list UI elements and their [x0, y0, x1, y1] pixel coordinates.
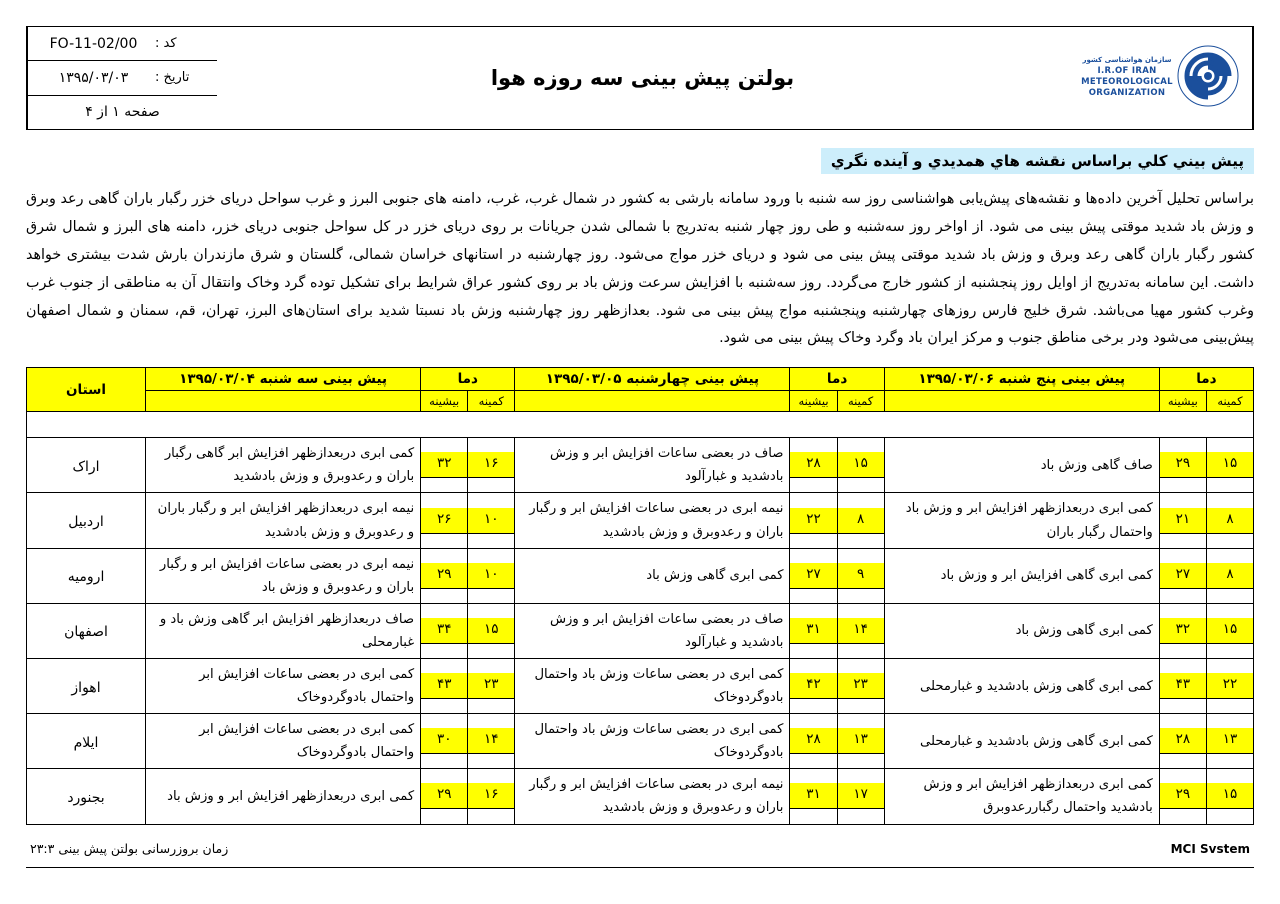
page-title: بولتن پیش بینی سه روزه هوا: [490, 66, 795, 90]
temp-max-value: ۳۲: [421, 452, 467, 478]
temp-max-value: ۲۷: [790, 563, 836, 589]
header-temp-day1: دما: [421, 368, 515, 391]
forecast-description: کمی ابری در بعضی ساعات وزش باد واحتمال بادوگردوخاک: [515, 714, 790, 769]
temp-min-cell: [468, 603, 515, 658]
temp-max-value: ۳۴: [421, 618, 467, 644]
header-meta: [27, 27, 217, 129]
document-footer: [26, 841, 1254, 868]
footer-system-label: MCI Svstem: [1170, 841, 1250, 856]
table-header-row-1: [27, 368, 1254, 391]
header-min-day3: کمینه: [1206, 391, 1253, 412]
forecast-table-body: [27, 412, 1254, 824]
table-spacer-row: [27, 412, 1254, 438]
province-name: اصفهان: [27, 603, 146, 658]
temp-max-cell: [790, 493, 837, 548]
temp-max-cell: [1159, 769, 1206, 824]
temp-max-cell: [421, 659, 468, 714]
temp-max-cell: [1159, 659, 1206, 714]
temp-min-value: ۲۳: [838, 673, 884, 699]
temp-max-cell: [790, 714, 837, 769]
forecast-description: کمی ابری دربعدازظهر افزایش ابر و وزش باد واحتمال رگبار باران: [884, 493, 1159, 548]
temp-min-cell: [837, 714, 884, 769]
temp-max-cell: [421, 603, 468, 658]
forecast-table-head: [27, 368, 1254, 412]
temp-max-cell: [421, 714, 468, 769]
forecast-description: نیمه ابری در بعضی ساعات افزایش ابر و رگبار باران و رعدوبرق و وزش بادشدید: [515, 769, 790, 824]
temp-min-cell: [468, 659, 515, 714]
table-header-row-2: [27, 391, 1254, 412]
temp-max-value: ۲۷: [1160, 563, 1206, 589]
doc-code-label: کد :: [155, 36, 177, 52]
forecast-summary-paragraph: براساس تحلیل آخرین داده‌ها و نقشه‌های پیش‌یابی هواشناسی روز سه شنبه با ورود سامانه بارشی به کشور در شمال غرب، غرب، دامنه های جنوبی البرز و غرب سواحل دریای خزر رگبار باران گاهی رعد وبرق و وزش باد شدید موقتی پیش بینی می شود. از اواخر روز سه‌شنبه و طی روز چهار شنبه به‌تدریج با شمالی شدن جریانات بر روی دریای خزر در کل سواحل جنوبی دریای خزر، دامنه های البرز و شمال شرق کشور رگبار باران گاهی رعد وبرق و وزش باد شدید موقتی پیش بینی می شود و دریای خزر مواج می‌شود. روز چهارشنبه در استانهای خراسان شمالی، گلستان و شرق مازندران بارش شدت بیشتری خواهد داشت. این سامانه به‌تدریج از اوایل روز پنجشنبه از کشور خارج می‌گردد. روز سه‌شنبه با افزایش سرعت وزش باد بر روی کشور عراق شرایط برای تشکیل توده گرد وخاک وانتقال آن به مناطقی از جنوب غرب وغرب کشور مهیا می‌باشد. شرق خلیج فارس روزهای چهارشنبه وپنجشنبه مواج پیش بینی می شود. بعدازظهر روز چهارشنبه وزش باد نسبتا شدید برای استان‌های البرز، تهران، قم، سمنان و شمال اصفهان پیش‌بینی می‌شود ودر برخی مناطق جنوب و مرکز ایران باد وگرد وخاک پیش بینی می شود.: [26, 191, 1254, 347]
temp-max-value: ۲۹: [1160, 783, 1206, 809]
header-temp-day2: دما: [790, 368, 884, 391]
temp-max-cell: [421, 769, 468, 824]
logo-line1: I.R.OF IRAN: [1097, 65, 1157, 76]
temp-max-value: ۴۲: [790, 673, 836, 699]
logo-line2: METEOROLOGICAL: [1081, 76, 1173, 87]
temp-max-cell: [421, 548, 468, 603]
temp-max-value: ۲۸: [790, 452, 836, 478]
temp-max-cell: [1159, 603, 1206, 658]
forecast-description: صاف در بعضی ساعات افزایش ابر و وزش بادشدید و غبارآلود: [515, 438, 790, 493]
temp-max-value: ۲۲: [790, 508, 836, 534]
forecast-description: کمی ابری دربعدازظهر افزایش ابر و وزش بادشدید واحتمال رگباررعدوبرق: [884, 769, 1159, 824]
temp-min-value: ۱۵: [468, 618, 514, 644]
forecast-description: کمی ابری گاهی وزش باد: [515, 548, 790, 603]
temp-min-value: ۱۴: [838, 618, 884, 644]
doc-date-value: ۱۳۹۵/۰۳/۰۳: [58, 69, 129, 86]
table-row: [27, 493, 1254, 548]
temp-min-cell: [468, 438, 515, 493]
temp-max-value: ۲۹: [421, 783, 467, 809]
forecast-description: کمی ابری در بعضی ساعات افزایش ابر واحتمال بادوگردوخاک: [146, 659, 421, 714]
forecast-description: کمی ابری دربعدازظهر افزایش ابر و وزش باد: [146, 769, 421, 824]
temp-min-cell: [837, 493, 884, 548]
temp-max-value: ۳۲: [1160, 618, 1206, 644]
section-title: پيش بيني كلي براساس نقشه هاي همديدي و آينده نگري: [821, 148, 1254, 174]
footer-update-time: زمان بروزرسانی بولتن پیش بینی ۲۳:۳: [30, 841, 229, 856]
temp-max-value: ۲۸: [1160, 728, 1206, 754]
province-name: اراک: [27, 438, 146, 493]
organization-logo: [1068, 27, 1253, 129]
temp-min-value: ۱۷: [838, 783, 884, 809]
header-max-day2: بیشینه: [790, 391, 837, 412]
forecast-description: کمی ابری گاهی وزش بادشدید و غبارمحلی: [884, 714, 1159, 769]
section-title-wrap: [26, 148, 1254, 174]
temp-min-value: ۸: [838, 508, 884, 534]
temp-min-cell: [837, 548, 884, 603]
footer-divider: [26, 867, 1254, 868]
temp-max-value: ۴۳: [1160, 673, 1206, 699]
temp-min-value: ۸: [1207, 508, 1253, 534]
temp-min-cell: [1206, 603, 1253, 658]
temp-max-cell: [790, 603, 837, 658]
temp-min-value: ۱۳: [1207, 728, 1253, 754]
province-name: اردبیل: [27, 493, 146, 548]
temp-min-value: ۸: [1207, 563, 1253, 589]
temp-min-value: ۱۶: [468, 783, 514, 809]
temp-max-cell: [1159, 438, 1206, 493]
temp-min-cell: [468, 548, 515, 603]
header-day2: پیش بینی چهارشنبه ۱۳۹۵/۰۳/۰۵: [515, 368, 790, 391]
temp-max-cell: [790, 769, 837, 824]
province-name: ایلام: [27, 714, 146, 769]
table-row: [27, 714, 1254, 769]
header-day3: پیش بینی پنج شنبه ۱۳۹۵/۰۳/۰۶: [884, 368, 1159, 391]
province-name: بجنورد: [27, 769, 146, 824]
temp-max-cell: [1159, 548, 1206, 603]
logo-box: [1078, 35, 1243, 121]
temp-max-cell: [790, 438, 837, 493]
doc-date-row: [28, 61, 217, 95]
forecast-description: کمی ابری گاهی وزش باد: [884, 603, 1159, 658]
temp-min-value: ۱۰: [468, 563, 514, 589]
temp-min-cell: [837, 603, 884, 658]
temp-max-value: ۳۱: [790, 618, 836, 644]
temp-min-cell: [468, 714, 515, 769]
temp-max-cell: [790, 548, 837, 603]
temp-min-cell: [468, 769, 515, 824]
temp-max-cell: [790, 659, 837, 714]
temp-max-cell: [421, 438, 468, 493]
table-row: [27, 438, 1254, 493]
table-row: [27, 548, 1254, 603]
forecast-description: نیمه ابری در بعضی ساعات افزایش ابر و رگبار باران و رعدوبرق و وزش باد: [146, 548, 421, 603]
temp-max-value: ۲۶: [421, 508, 467, 534]
temp-max-cell: [421, 493, 468, 548]
province-name: ارومیه: [27, 548, 146, 603]
temp-min-value: ۹: [838, 563, 884, 589]
temp-min-cell: [837, 438, 884, 493]
table-row: [27, 659, 1254, 714]
doc-page-row: [28, 96, 217, 129]
header-day2-sub: [515, 391, 790, 412]
forecast-description: صاف در بعضی ساعات افزایش ابر و وزش بادشدید و غبارآلود: [515, 603, 790, 658]
temp-min-cell: [468, 493, 515, 548]
swirl-icon: [1177, 45, 1239, 111]
temp-min-cell: [1206, 659, 1253, 714]
temp-min-value: ۱۵: [1207, 618, 1253, 644]
forecast-description: کمی ابری در بعضی ساعات وزش باد واحتمال بادوگردوخاک: [515, 659, 790, 714]
temp-min-cell: [837, 659, 884, 714]
forecast-description: صاف دربعدازظهر افزایش ابر گاهی وزش باد و غبارمحلی: [146, 603, 421, 658]
temp-min-value: ۲۲: [1207, 673, 1253, 699]
temp-max-value: ۴۳: [421, 673, 467, 699]
header-min-day2: کمینه: [837, 391, 884, 412]
footer-row: [26, 841, 1254, 861]
table-row: [27, 603, 1254, 658]
logo-text: [1081, 56, 1173, 100]
forecast-description: کمی ابری گاهی افزایش ابر و وزش باد: [884, 548, 1159, 603]
temp-min-value: ۱۰: [468, 508, 514, 534]
temp-min-cell: [1206, 769, 1253, 824]
forecast-description: کمی ابری گاهی وزش بادشدید و غبارمحلی: [884, 659, 1159, 714]
table-row: [27, 769, 1254, 824]
temp-min-cell: [837, 769, 884, 824]
forecast-description: کمی ابری در بعضی ساعات افزایش ابر واحتمال بادوگردوخاک: [146, 714, 421, 769]
temp-min-value: ۱۳: [838, 728, 884, 754]
temp-min-value: ۱۶: [468, 452, 514, 478]
temp-max-cell: [1159, 714, 1206, 769]
temp-min-cell: [1206, 714, 1253, 769]
temp-max-value: ۳۰: [421, 728, 467, 754]
temp-max-value: ۲۸: [790, 728, 836, 754]
forecast-description: کمی ابری دربعدازظهر افزایش ابر گاهی رگبار باران و رعدوبرق و وزش بادشدید: [146, 438, 421, 493]
header-day3-sub: [884, 391, 1159, 412]
temp-min-value: ۲۳: [468, 673, 514, 699]
forecast-description: نیمه ابری دربعدازظهر افزایش ابر و رگبار باران و رعدوبرق و وزش بادشدید: [146, 493, 421, 548]
forecast-description: نیمه ابری در بعضی ساعات افزایش ابر و رگبار باران و رعدوبرق و وزش بادشدید: [515, 493, 790, 548]
temp-max-value: ۲۹: [421, 563, 467, 589]
temp-max-value: ۲۹: [1160, 452, 1206, 478]
temp-max-value: ۳۱: [790, 783, 836, 809]
header-max-day1: بیشینه: [421, 391, 468, 412]
logo-line3: ORGANIZATION: [1088, 88, 1166, 99]
doc-date-label: تاریخ :: [155, 70, 190, 86]
header-province: استان: [27, 368, 146, 412]
forecast-table: [26, 367, 1254, 824]
temp-max-cell: [1159, 493, 1206, 548]
doc-code-row: [28, 27, 217, 61]
doc-code-value: FO-11-02/00: [49, 35, 138, 52]
temp-min-cell: [1206, 548, 1253, 603]
logo-org-fa: سازمان هواشناسی کشور: [1082, 56, 1172, 65]
temp-min-value: ۱۵: [838, 452, 884, 478]
header-day1-sub: [146, 391, 421, 412]
header-temp-day3: دما: [1159, 368, 1253, 391]
forecast-description: صاف گاهی وزش باد: [884, 438, 1159, 493]
temp-min-cell: [1206, 438, 1253, 493]
header-day1: پیش بینی سه شنبه ۱۳۹۵/۰۳/۰۴: [146, 368, 421, 391]
doc-page-value: صفحه ۱ از ۴: [85, 104, 160, 121]
header-max-day3: بیشینه: [1159, 391, 1206, 412]
temp-min-value: ۱۵: [1207, 783, 1253, 809]
temp-max-value: ۲۱: [1160, 508, 1206, 534]
header-min-day1: کمینه: [468, 391, 515, 412]
province-name: اهواز: [27, 659, 146, 714]
document-header: [26, 26, 1254, 130]
temp-min-value: ۱۵: [1207, 452, 1253, 478]
temp-min-value: ۱۴: [468, 728, 514, 754]
temp-min-cell: [1206, 493, 1253, 548]
